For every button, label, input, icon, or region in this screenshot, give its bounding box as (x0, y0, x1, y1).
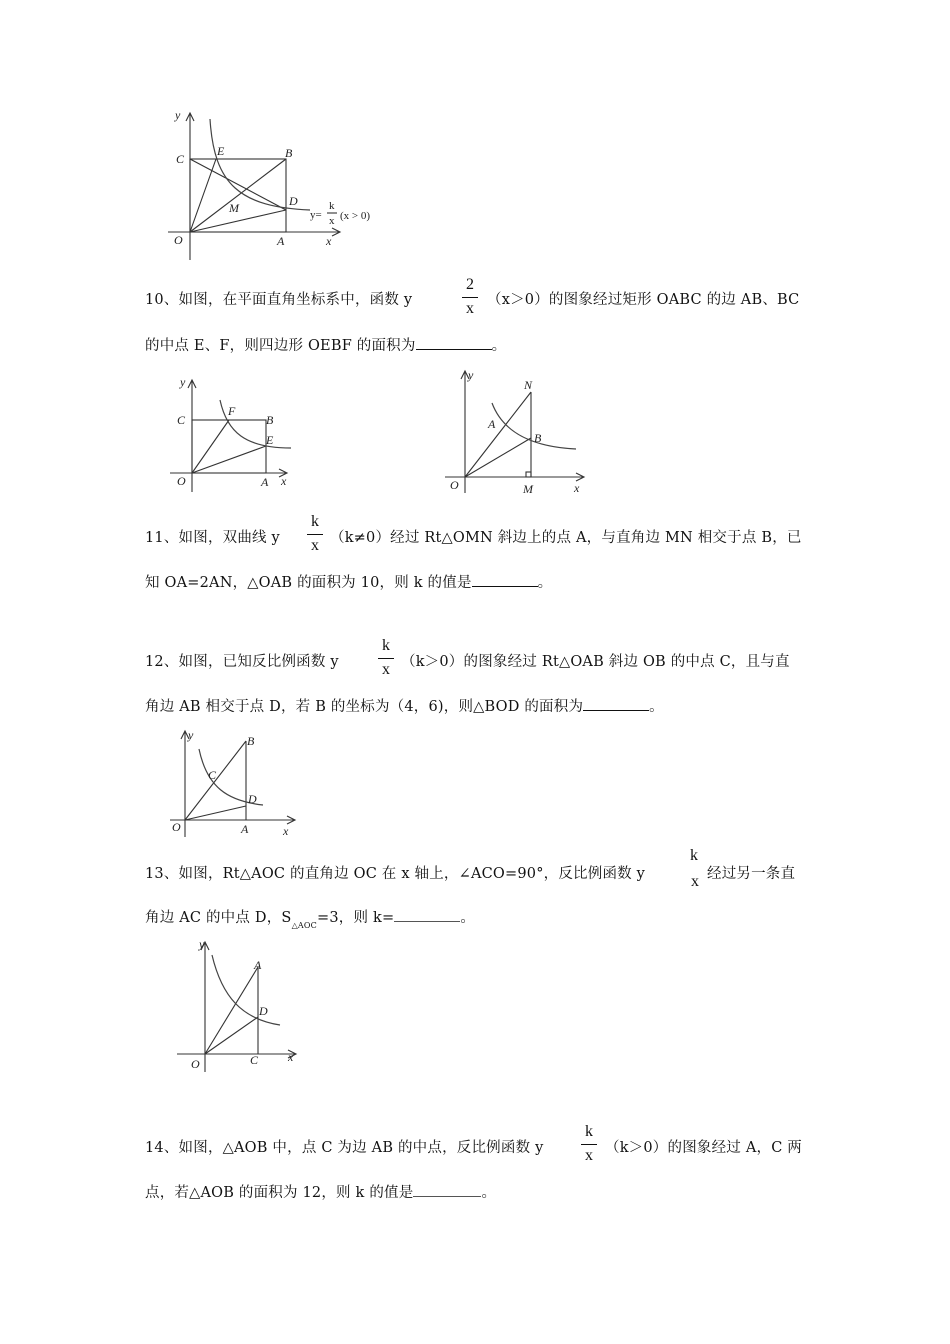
label-e: E (266, 433, 274, 447)
q13-denominator: x (691, 873, 699, 890)
segment-oe (190, 159, 216, 232)
figure-q12 (165, 727, 305, 842)
q11-fraction-bar (307, 534, 323, 535)
q14-numerator: k (585, 1123, 593, 1140)
label-m: M (229, 201, 239, 215)
label-x: x (281, 474, 287, 488)
q11-numerator: k (311, 513, 319, 530)
q13-text-d: =3，则 k= (316, 910, 395, 926)
label-o: O (177, 474, 186, 488)
equation-numerator: k (329, 200, 335, 212)
q10-line1 (145, 290, 412, 310)
q12-text-b: （k＞0）的图象经过 Rt△OAB 斜边 OB 的中点 C，且与直 (401, 654, 790, 670)
figure-q9 (160, 105, 400, 265)
q10-numerator: 2 (466, 276, 474, 293)
label-b: B (247, 734, 255, 748)
q12-answer-blank[interactable] (583, 696, 649, 711)
q14-line2 (145, 1182, 496, 1203)
q12-numerator: k (382, 637, 390, 654)
segment-oe (192, 446, 266, 473)
label-f: F (228, 404, 236, 418)
label-y: y (180, 375, 186, 389)
q12-line2 (145, 696, 664, 717)
hypotenuse-oa (205, 967, 258, 1054)
q11-line1b (330, 528, 802, 548)
equation-denominator: x (329, 215, 335, 227)
label-o: O (450, 478, 459, 492)
q14-line1b (605, 1138, 802, 1158)
q13-text-a: 13、如图，Rt△AOC 的直角边 OC 在 x 轴上，∠ACO=90°，反比例函数 y (145, 866, 646, 882)
q12-fraction-bar (378, 658, 394, 659)
q12-line1b (401, 652, 790, 672)
label-x: x (574, 481, 580, 495)
q13-text-b: 经过另一条直 (707, 866, 796, 882)
hyperbola-curve (212, 955, 280, 1025)
label-a: A (261, 475, 269, 489)
q14-answer-blank[interactable] (413, 1182, 481, 1197)
q13-text-e: 。 (460, 910, 476, 926)
label-y: y (175, 108, 181, 122)
segment-ob (465, 438, 531, 477)
q10-line2 (145, 335, 506, 356)
q12-text-c: 角边 AB 相交于点 D，若 B 的坐标为（4，6)，则△BOD 的面积为 (145, 699, 584, 715)
q11-text-c: 知 OA=2AN，△OAB 的面积为 10，则 k 的值是 (145, 575, 472, 591)
label-n: N (524, 378, 533, 392)
q10-line1b (487, 290, 799, 310)
label-a: A (488, 417, 496, 431)
q14-text-d: 。 (481, 1185, 497, 1201)
label-y: y (199, 937, 205, 951)
q12-denominator: x (382, 661, 390, 678)
label-o: O (172, 820, 181, 834)
label-a: A (254, 958, 262, 972)
figure-q13 (172, 937, 307, 1077)
q10-text-d: 。 (491, 338, 507, 354)
q14-text-a: 14、如图，△AOB 中，点 C 为边 AB 的中点，反比例函数 y (145, 1140, 544, 1156)
q10-fraction-bar (462, 297, 478, 298)
label-o: O (174, 233, 183, 247)
rectangle-oabc (192, 420, 266, 473)
label-y: y (468, 368, 474, 382)
q13-answer-blank[interactable] (394, 907, 460, 922)
label-a: A (277, 234, 285, 248)
q12-text-a: 12、如图，已知反比例函数 y (145, 654, 339, 670)
label-e: E (217, 144, 225, 158)
q10-text-c: 的中点 E、F，则四边形 OEBF 的面积为 (145, 338, 416, 354)
q14-denominator: x (585, 1147, 593, 1164)
label-a: A (241, 822, 249, 836)
q11-line2 (145, 572, 552, 593)
q14-fraction-bar (581, 1144, 597, 1145)
label-c: C (208, 768, 217, 782)
q11-denominator: x (311, 537, 319, 554)
label-b: B (534, 431, 542, 445)
figure-q11 (440, 365, 590, 500)
q13-numerator: k (690, 847, 698, 864)
hypotenuse-on (465, 392, 531, 477)
segment-od (205, 1017, 258, 1054)
equation-condition: (x > 0) (340, 210, 371, 222)
q10-answer-blank[interactable] (416, 335, 492, 350)
q11-text-a: 11、如图，双曲线 y (145, 530, 280, 546)
q14-text-b: （k＞0）的图象经过 A，C 两 (605, 1140, 802, 1156)
label-x: x (288, 1050, 294, 1064)
label-d: D (248, 792, 257, 806)
label-c: C (176, 152, 185, 166)
q11-text-b: （k≠0）经过 Rt△OMN 斜边上的点 A，与直角边 MN 相交于点 B，已 (330, 530, 802, 546)
label-x: x (326, 234, 332, 248)
q13-line2 (145, 907, 475, 930)
label-x: x (283, 824, 289, 838)
q11-text-d: 。 (537, 575, 553, 591)
figure-q10 (165, 372, 305, 497)
label-c: C (250, 1053, 259, 1067)
q13-line1b (707, 864, 795, 884)
right-angle-mark (526, 472, 531, 477)
equation-lhs: y= (310, 209, 322, 221)
q12-text-d: 。 (649, 699, 664, 715)
label-d: D (259, 1004, 268, 1018)
q13-line1 (145, 864, 645, 884)
q13-text-c: 角边 AC 的中点 D，S (145, 910, 292, 926)
q13-subscript: △AOC (291, 921, 317, 930)
q14-line1 (145, 1138, 543, 1158)
label-c: C (177, 413, 186, 427)
label-y: y (188, 728, 194, 742)
label-b: B (285, 146, 293, 160)
q10-denominator: x (466, 300, 474, 317)
q12-line1 (145, 652, 339, 672)
label-o: O (191, 1057, 200, 1071)
label-m: M (523, 482, 533, 496)
segment-of (192, 420, 229, 473)
q10-text-a: 10、如图，在平面直角坐标系中，函数 y (145, 292, 413, 308)
q14-text-c: 点，若△AOB 的面积为 12，则 k 的值是 (145, 1185, 414, 1201)
q11-line1 (145, 528, 280, 548)
label-b: B (266, 413, 274, 427)
q11-answer-blank[interactable] (472, 572, 538, 587)
label-d: D (289, 194, 298, 208)
q10-text-b: （x＞0）的图象经过矩形 OABC 的边 AB、BC (487, 292, 800, 308)
